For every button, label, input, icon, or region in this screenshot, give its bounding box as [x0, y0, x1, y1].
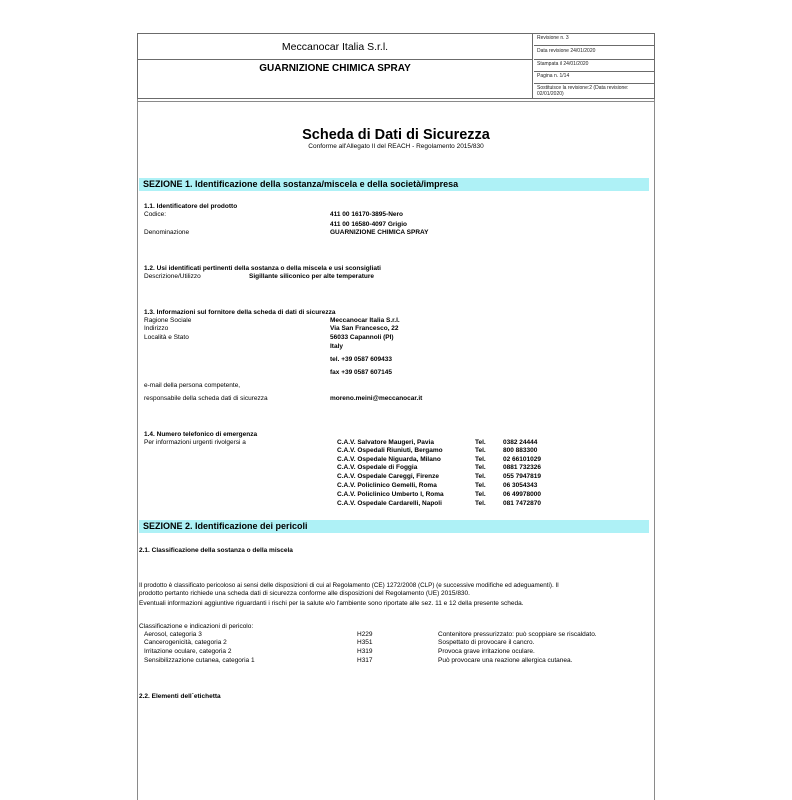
center-name: C.A.V. Policlinico Gemelli, Roma	[337, 482, 437, 489]
section-1-title: SEZIONE 1. Identificazione della sostanza/miscela e della società/impresa	[139, 178, 649, 191]
section-2-title: SEZIONE 2. Identificazione dei pericoli	[139, 520, 649, 533]
address-label: Indirizzo	[144, 325, 169, 332]
name-value: GUARNIZIONE CHIMICA SPRAY	[330, 229, 429, 236]
center-number: 06 49978000	[503, 491, 541, 498]
hazard-code: H229	[357, 631, 373, 638]
center-number: 081 7472870	[503, 500, 541, 507]
supplier-label: Ragione Sociale	[144, 317, 192, 324]
email-value[interactable]: moreno.meini@meccanocar.it	[330, 395, 423, 402]
email-label-2: responsabile della scheda dati di sicurezza	[144, 395, 268, 402]
hazard-category: Cancerogenicità, categoria 2	[144, 639, 227, 646]
center-number: 02 66101029	[503, 456, 541, 463]
code-label: Codice:	[144, 211, 167, 218]
center-tel-label: Tel.	[475, 464, 486, 471]
hazard-category: Sensibilizzazione cutanea, categoria 1	[144, 657, 255, 664]
s21-heading: 2.1. Classificazione della sostanza o della miscela	[139, 547, 293, 554]
s11-heading: 1.1. Identificatore del prodotto	[144, 203, 238, 210]
page-number: Pagina n. 1/14	[537, 73, 570, 79]
revision-date: Data revisione 24/01/2020	[537, 48, 596, 54]
center-number: 06 3054343	[503, 482, 538, 489]
hazard-category: Irritazione oculare, categoria 2	[144, 648, 232, 655]
center-number: 0881 732326	[503, 464, 541, 471]
page-title: Scheda di Dati di Sicurezza	[302, 127, 490, 143]
center-tel-label: Tel.	[475, 447, 486, 454]
hazard-description: Provoca grave irritazione oculare.	[438, 648, 535, 655]
center-name: C.A.V. Ospedale di Foggia	[337, 464, 418, 471]
emergency-label: Per informazioni urgenti rivolgersi a	[144, 439, 246, 446]
meta-divider	[534, 83, 655, 84]
s21-paragraph-line-1: Il prodotto è classificato pericoloso ai sensi delle disposizioni di cui al Regolamento (CE) 1272/2008 (CLP) (e successive modifiche ed adeguamenti). Il	[139, 582, 559, 589]
classification-heading: Classificazione e indicazioni di pericolo:	[139, 623, 254, 630]
s13-heading: 1.3. Informazioni sul fornitore della scheda di dati di sicurezza	[144, 309, 336, 316]
country-value: Italy	[330, 343, 344, 350]
product-name: GUARNIZIONE CHIMICA SPRAY	[138, 60, 533, 99]
hazard-category: Aerosol, categoria 3	[144, 631, 202, 638]
meta-divider	[534, 71, 655, 72]
s21-paragraph-line-3: Eventuali informazioni aggiuntive riguardanti i rischi per la salute e/o l'ambiente sono riportate alle sez. 11 e 12 della presente scheda.	[139, 600, 524, 607]
hazard-description: Può provocare una reazione allergica cutanea.	[438, 657, 573, 664]
center-name: C.A.V. Ospedali Riuniuti, Bergamo	[337, 447, 443, 454]
s21-paragraph-line-2: prodotto pertanto richiede una scheda dati di sicurezza conforme alle disposizioni del Regolamento (UE) 2015/830.	[139, 590, 470, 597]
hazard-code: H319	[357, 648, 373, 655]
center-name: C.A.V. Ospedale Niguarda, Milano	[337, 456, 441, 463]
usage-value: Sigillante siliconico per alte temperature	[249, 273, 374, 280]
s12-heading: 1.2. Usi identificati pertinenti della sostanza o della miscela e usi sconsigliati	[144, 265, 381, 272]
center-name: C.A.V. Salvatore Maugeri, Pavia	[337, 439, 434, 446]
s22-heading: 2.2. Elementi dell`etichetta	[139, 693, 221, 700]
name-label: Denominazione	[144, 229, 190, 236]
s14-heading: 1.4. Numero telefonico di emergenza	[144, 431, 258, 438]
replaces-revision: Sostituisce la revisione:2 (Data revisione:	[537, 85, 629, 91]
center-tel-label: Tel.	[475, 482, 486, 489]
supplier-fax: fax +39 0587 607145	[330, 369, 392, 376]
revision-number: Revisione n. 3	[537, 35, 569, 41]
supplier-value: Meccanocar Italia S.r.l.	[330, 317, 400, 324]
meta-divider	[534, 59, 655, 60]
supplier-tel: tel. +39 0587 609433	[330, 356, 392, 363]
center-number: 0382 24444	[503, 439, 538, 446]
print-date: Stampata il 24/01/2020	[537, 61, 589, 67]
center-number: 055 7947819	[503, 473, 541, 480]
email-label-1: e-mail della persona competente,	[144, 382, 241, 389]
page-subtitle: Conforme all'Allegato II del REACH - Regolamento 2015/830	[308, 143, 484, 150]
city-label: Località e Stato	[144, 334, 189, 341]
header-rule	[137, 101, 655, 102]
center-number: 800 883300	[503, 447, 538, 454]
usage-label: Descrizione/Utilizzo	[144, 273, 201, 280]
center-tel-label: Tel.	[475, 491, 486, 498]
document-header	[137, 33, 655, 99]
center-tel-label: Tel.	[475, 500, 486, 507]
hazard-code: H317	[357, 657, 373, 664]
center-name: C.A.V. Policlinico Umberto I, Roma	[337, 491, 444, 498]
replaces-revision-date: 02/01/2020)	[537, 91, 564, 97]
hazard-code: H351	[357, 639, 373, 646]
meta-divider	[534, 45, 655, 46]
hazard-description: Sospettato di provocare il cancro.	[438, 639, 535, 646]
center-tel-label: Tel.	[475, 456, 486, 463]
code-value-1: 411 00 16170-3895-Nero	[330, 211, 404, 218]
city-value: 56033 Capannoli (PI)	[330, 334, 394, 341]
center-tel-label: Tel.	[475, 473, 486, 480]
hazard-description: Contenitore pressurizzato: può scoppiare se riscaldato.	[438, 631, 597, 638]
center-name: C.A.V. Ospedale Careggi, Firenze	[337, 473, 439, 480]
address-value: Via San Francesco, 22	[330, 325, 399, 332]
company-name: Meccanocar Italia S.r.l.	[138, 34, 533, 60]
center-tel-label: Tel.	[475, 439, 486, 446]
center-name: C.A.V. Ospedale Cardarelli, Napoli	[337, 500, 442, 507]
code-value-2: 411 00 16580-4097 Grigio	[330, 221, 407, 228]
